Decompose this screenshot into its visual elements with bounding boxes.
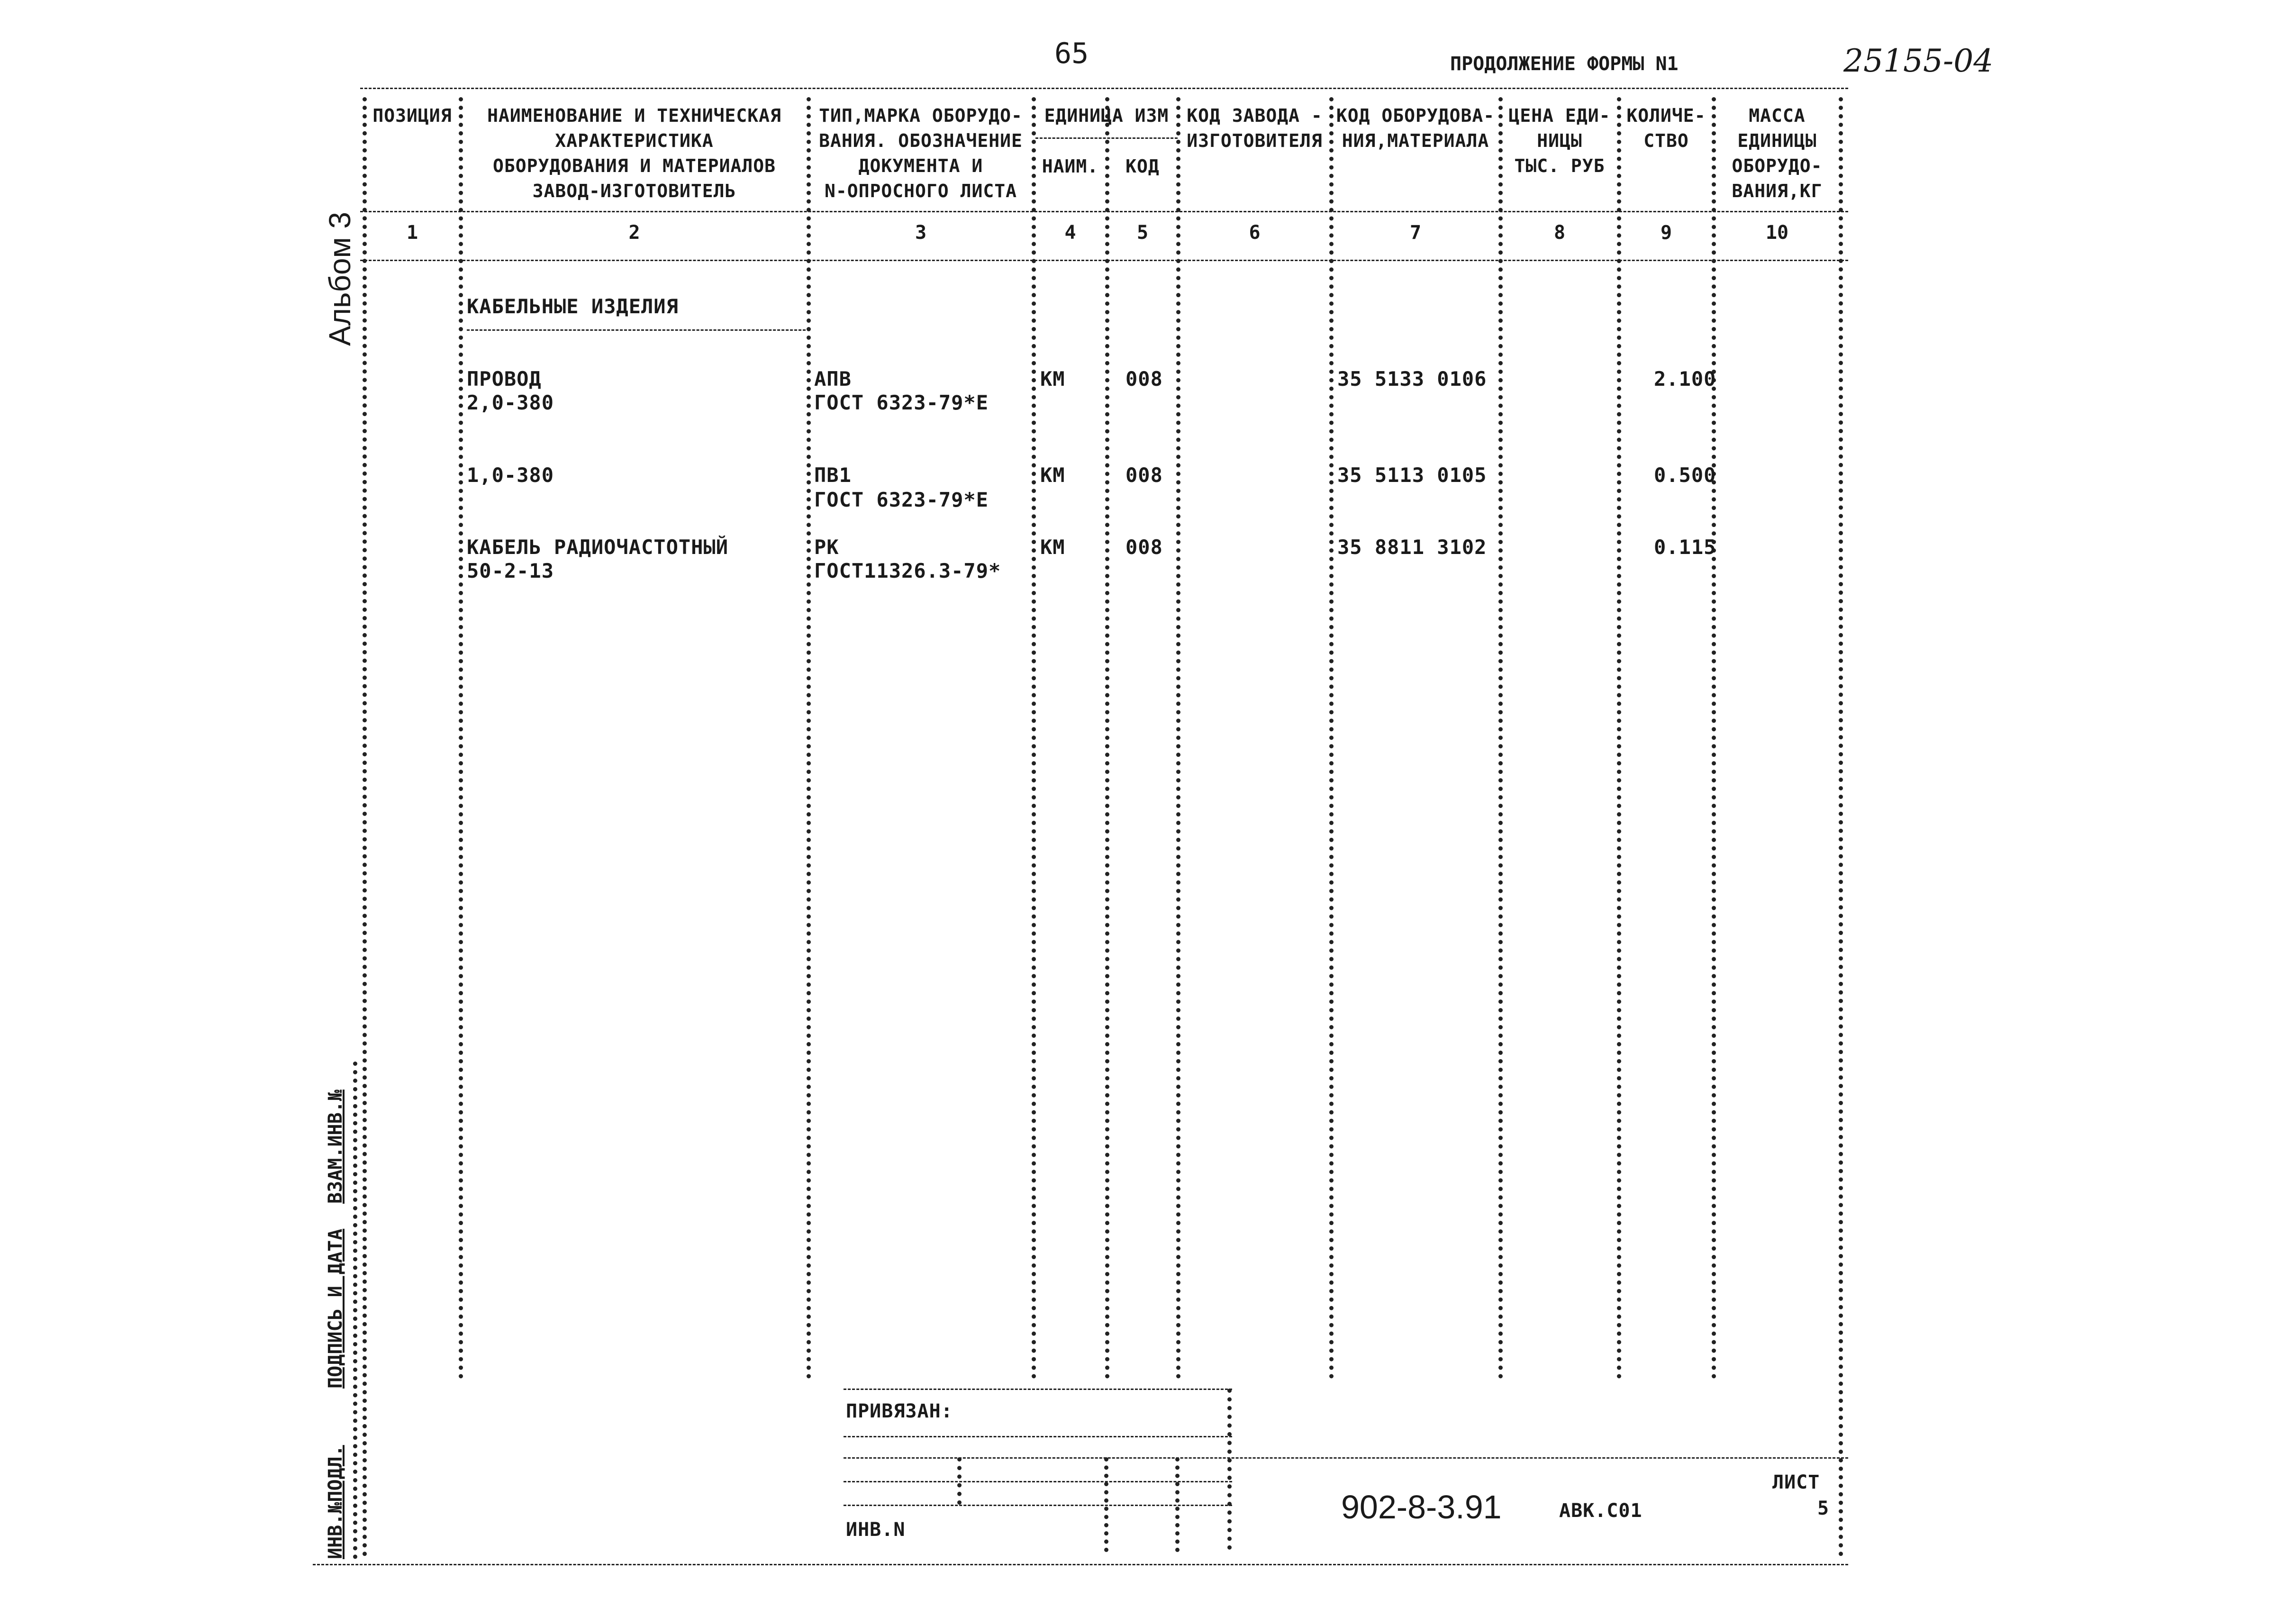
row-unit: КМ <box>1040 367 1065 390</box>
col-sep-right <box>1839 97 1843 1557</box>
row-type: ГОСТ11326.3-79* <box>814 559 1001 582</box>
stamp-inv-podl: ИНВ.№ПОДЛ. <box>325 1445 346 1559</box>
row-code: 35 5113 0105 <box>1337 463 1487 487</box>
stamp-inner-sep-3 <box>1175 1457 1180 1552</box>
stamp-rule-2 <box>844 1436 1232 1437</box>
header-mass: МАССА ЕДИНИЦЫ ОБОРУДО- ВАНИЯ,КГ <box>1732 105 1823 201</box>
col-sep-7 <box>1498 97 1503 1379</box>
colnum-1: 1 <box>406 222 418 244</box>
inv-n-label: ИНВ.N <box>846 1519 906 1541</box>
colnum-5: 5 <box>1136 222 1149 244</box>
section-title: КАБЕЛЬНЫЕ ИЗДЕЛИЯ <box>467 295 679 318</box>
stamp-vzam-inv: ВЗАМ.ИНВ.№ <box>325 1090 346 1204</box>
row-type: РК <box>814 536 839 559</box>
stamp-top-rule <box>844 1389 1232 1390</box>
colnum-7: 7 <box>1409 222 1422 244</box>
row-qty: 0.115 <box>1654 536 1716 559</box>
row-name: 50-2-13 <box>467 559 554 582</box>
header-type: ТИП,МАРКА ОБОРУДО- ВАНИЯ. ОБОЗНАЧЕНИЕ ДОКУМЕНТА И N-ОПРОСНОГО ЛИСТА <box>819 105 1023 201</box>
col-sep-5 <box>1176 97 1180 1379</box>
table-top-rule <box>360 88 1848 89</box>
header-bottom-rule <box>360 211 1848 212</box>
sheet-label: ЛИСТ <box>1772 1471 1820 1493</box>
album-label: Альбом 3 <box>323 212 357 346</box>
stamp-rule-4 <box>844 1481 1232 1482</box>
col-sep-9 <box>1712 97 1716 1379</box>
row-name: КАБЕЛЬ РАДИОЧАСТОТНЫЙ <box>467 536 729 559</box>
header-unit-divider <box>1035 137 1178 139</box>
col-sep-3 <box>1032 97 1036 1379</box>
row-name: 2,0-380 <box>467 391 554 414</box>
header-factory-code: КОД ЗАВОДА - ИЗГОТОВИТЕЛЯ <box>1187 105 1323 151</box>
row-unit-code: 008 <box>1125 367 1163 390</box>
row-type: АПВ <box>814 367 852 390</box>
stamp-inner-sep-1 <box>957 1457 962 1505</box>
stamp-rule-5 <box>844 1505 1232 1506</box>
header-equipment-code: КОД ОБОРУДОВА- НИЯ,МАТЕРИАЛА <box>1336 105 1495 151</box>
row-type: ГОСТ 6323-79*Е <box>814 391 989 414</box>
row-unit: КМ <box>1040 536 1065 559</box>
handwritten-code: 25155-04 <box>1843 43 1994 79</box>
header-name: НАИМЕНОВАНИЕ И ТЕХНИЧЕСКАЯ ХАРАКТЕРИСТИКА ОБОРУДОВАНИЯ И МАТЕРИАЛОВ ЗАВОД-ИЗГОТОВИТЕЛЬ <box>487 105 781 201</box>
col-sep-8 <box>1617 97 1621 1379</box>
header-unit-group: ЕДИНИЦА ИЗМ <box>1044 105 1169 126</box>
colnum-3: 3 <box>915 222 927 244</box>
row-type: ГОСТ 6323-79*Е <box>814 488 989 511</box>
privyazan-label: ПРИВЯЗАН: <box>846 1400 953 1422</box>
colnum-bottom-rule <box>360 260 1848 261</box>
col-sep-left <box>363 97 367 1557</box>
row-type: ПВ1 <box>814 463 852 487</box>
colnum-4: 4 <box>1064 222 1076 244</box>
colnum-8: 8 <box>1553 222 1566 244</box>
stamp-podpis-data: ПОДПИСЬ И ДАТА <box>325 1228 346 1389</box>
row-code: 35 5133 0106 <box>1337 367 1487 390</box>
colnum-2: 2 <box>628 222 640 244</box>
row-qty: 0.500 <box>1654 463 1716 487</box>
page-number: 65 <box>1054 37 1089 70</box>
colnum-6: 6 <box>1249 222 1261 244</box>
colnum-9: 9 <box>1660 222 1672 244</box>
header-unit-name: НАИМ. <box>1042 156 1099 177</box>
row-unit-code: 008 <box>1125 463 1163 487</box>
row-code: 35 8811 3102 <box>1337 536 1487 559</box>
row-unit: КМ <box>1040 463 1065 487</box>
col-sep-1 <box>459 97 463 1379</box>
page-bottom-rule <box>313 1564 1848 1565</box>
row-name: ПРОВОД <box>467 367 542 390</box>
header-quantity: КОЛИЧЕ- СТВО <box>1626 105 1706 151</box>
header-position: ПОЗИЦИЯ <box>372 105 452 126</box>
stamp-rule-3 <box>844 1457 1848 1459</box>
col-sep-6 <box>1329 97 1334 1379</box>
header-unit-code: КОД <box>1125 156 1160 177</box>
sheet-number: 5 <box>1817 1498 1830 1519</box>
col-sep-2 <box>807 97 811 1379</box>
row-name: 1,0-380 <box>467 463 554 487</box>
stamp-right-sep <box>1227 1389 1232 1550</box>
section-underline <box>467 329 806 331</box>
side-stamp-rule <box>353 1062 357 1559</box>
colnum-10: 10 <box>1765 222 1789 244</box>
header-price: ЦЕНА ЕДИ- НИЦЫ ТЫС. РУБ <box>1508 105 1611 176</box>
form-title: ПРОДОЛЖЕНИЕ ФОРМЫ N1 <box>1450 53 1679 75</box>
doc-suffix: АВК.С01 <box>1559 1500 1643 1522</box>
stamp-inner-sep-2 <box>1104 1457 1108 1552</box>
row-unit-code: 008 <box>1125 536 1163 559</box>
row-qty: 2.100 <box>1654 367 1716 390</box>
doc-code: 902-8-3.91 <box>1341 1489 1502 1525</box>
col-sep-4 <box>1105 97 1109 1379</box>
